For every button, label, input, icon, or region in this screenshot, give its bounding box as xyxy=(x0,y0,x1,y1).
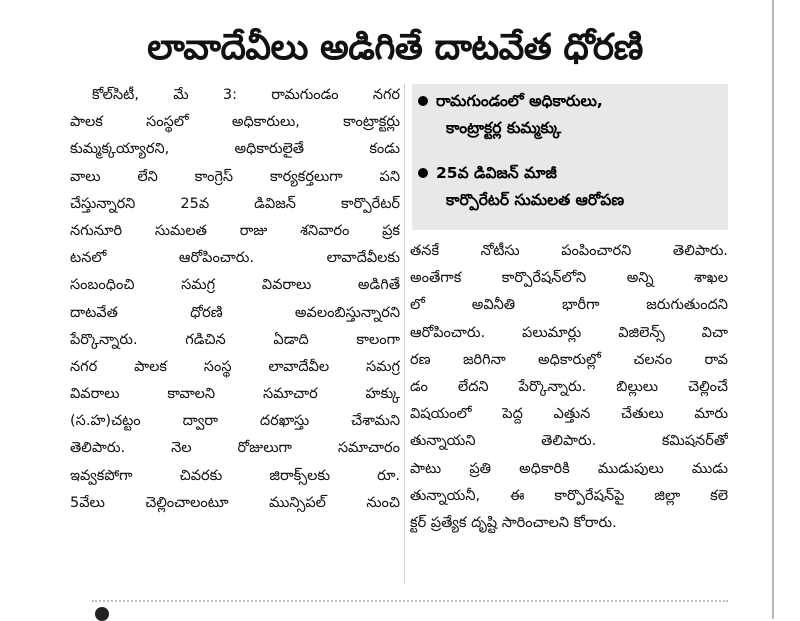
right-line: అంతేగాక కార్పొరేషన్‌లోని అన్ని శాఖల xyxy=(410,270,728,287)
right-line: పాటు ప్రతి అధికారికి ముడుపులు ముడు xyxy=(410,460,728,477)
highlight-bullet-2 xyxy=(418,160,624,214)
left-line: పాలక సంస్థలో అధికారులు, కాంట్రాక్టర్లు xyxy=(70,114,400,131)
left-line: కోల్‌సిటీ, మే 3: రామగుండం నగర xyxy=(92,87,400,103)
left-line: పేర్కొన్నారు. గడిచిన ఏడాది కాలంగా xyxy=(70,331,400,348)
highlight-2-line-1: 25వ డివిజన్ మాజీ xyxy=(436,164,557,182)
right-line: విషయంలో పెద్ద ఎత్తున చేతులు మారు xyxy=(410,406,728,423)
bullet-dot-icon xyxy=(418,168,428,178)
left-line: చేస్తున్నారని 25వ డివిజన్ కార్పొరేటర్ xyxy=(70,195,400,212)
bottom-divider xyxy=(92,600,728,602)
left-line: టనలో ఆరోపించారు. లావాదేవీలకు xyxy=(70,250,400,267)
left-line: 5వేలు చెల్లించాలంటూ మున్సిపల్ నుంచి xyxy=(70,494,400,511)
left-line: నగర పాలక సంస్థ లావాదేవీల సమగ్ర xyxy=(70,358,400,375)
right-line: డం లేదని పేర్కొన్నారు. బిల్లులు చెల్లించే xyxy=(410,378,728,395)
page-edge-rule xyxy=(772,0,774,619)
right-column xyxy=(410,238,728,537)
bullet-dot-icon xyxy=(418,96,428,106)
left-line: కుమ్మక్కయ్యారని, అధికారులైతే కండు xyxy=(70,141,400,158)
left-column xyxy=(70,82,400,517)
right-line: రణ జరిగినా అధికారుల్లో చలనం రావ xyxy=(410,351,728,368)
highlight-2-line-2: కార్పొరేటర్ సుమలత ఆరోపణ xyxy=(446,191,625,209)
left-line: వివరాలు కావాలని సమాచార హక్కు xyxy=(70,386,400,403)
left-line: దాటవేత ధోరణి అవలంబిస్తున్నారని xyxy=(70,304,400,321)
right-line: క్టర్ ప్రత్యేక దృష్టి సారించాలని కోరారు. xyxy=(410,514,617,531)
left-line: తెలిపారు. నెల రోజులుగా సమాచారం xyxy=(70,440,400,457)
right-line: తున్నాయని తెలిపారు. కమిషనర్‌తో xyxy=(410,433,728,450)
left-line: ఇవ్వకపోగా చివరకు జిరాక్స్‌లకు రూ. xyxy=(70,467,400,484)
headline: లావాదేవీలు అడిగితే దాటవేత ధోరణి xyxy=(147,27,643,68)
left-line: నగునూరి సుమలత రాజు శనివారం ప్రక xyxy=(70,222,400,239)
right-line: తనకే నోటీసు పంపించారని తెలిపారు. xyxy=(410,243,728,259)
column-divider xyxy=(404,84,405,584)
left-line: వాలు లేని కాంగ్రెస్ కార్యకర్తలుగా పని xyxy=(70,168,400,185)
right-line: ఆరోపించారు. పలుమార్లు విజిలెన్స్ విచా xyxy=(410,324,728,341)
left-line: సంబంధించి సమగ్ర వివరాలు అడిగితే xyxy=(70,277,400,294)
left-line: (స.హ)చట్టం ద్వారా దరఖాస్తు చేశామని xyxy=(70,413,400,430)
highlight-bullet-1 xyxy=(418,88,603,142)
highlight-1-line-1: రామగుండంలో అధికారులు, xyxy=(436,92,603,110)
right-line: తున్నాయనీ, ఈ కార్పొరేషన్‌పై జిల్లా కలె xyxy=(410,487,728,504)
highlight-1-line-2: కాంట్రాక్టర్ల కుమ్మక్కు xyxy=(446,119,562,137)
right-line: లో అవినీతి భారీగా జరుగుతుందని xyxy=(410,297,728,314)
